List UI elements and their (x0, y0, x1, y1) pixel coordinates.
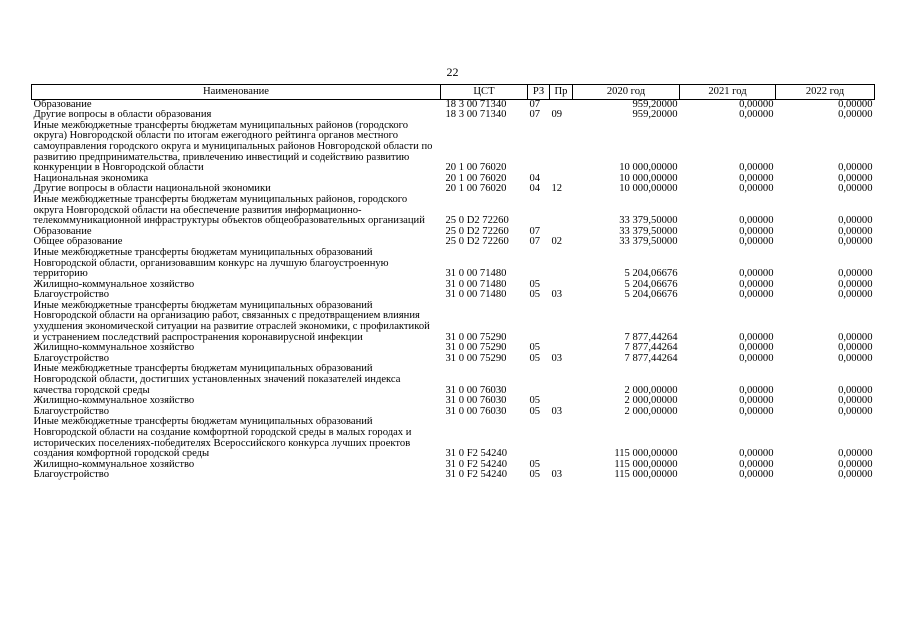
cell-cst: 31 0 00 71480 (445, 290, 507, 301)
header-2022: 2022 год (776, 85, 875, 100)
cell-2020: 115 000,00000 (614, 459, 678, 470)
cell-2020: 2 000,00000 (624, 396, 678, 407)
header-2020: 2020 год (573, 85, 680, 100)
table-row (32, 195, 875, 227)
cell-rz: 05 (529, 343, 541, 354)
cell-2022: 0,00000 (838, 290, 873, 301)
cell-2021: 0,00000 (739, 162, 774, 174)
table-row (32, 290, 875, 301)
table-row (32, 121, 875, 174)
cell-2021: 0,00000 (739, 470, 774, 481)
cell-2022: 0,00000 (838, 237, 873, 248)
cell-2022: 0,00000 (838, 279, 873, 290)
cell-rz (528, 417, 550, 459)
cell-pr (550, 227, 573, 238)
cell-name: Иные межбюджетные трансферты бюджетам муниципальных образований Новгородской области, достигших установленных значений показателей индекса качества городской среды (33, 364, 401, 396)
page-number: 22 (446, 65, 459, 79)
cell-name: Образование (33, 99, 92, 110)
cell-2021: 0,00000 (739, 215, 774, 227)
cell-2020: 115 000,00000 (614, 470, 678, 481)
cell-2021: 0,00000 (739, 353, 774, 364)
budget-table (31, 84, 875, 481)
cell-name: Иные межбюджетные трансферты бюджетам муниципальных образований Новгородской области, организовавшим конкурс на лучшую благоустроенную территорию (33, 247, 389, 280)
cell-rz: 05 (529, 290, 541, 301)
cell-name: Благоустройство (33, 406, 109, 417)
cell-cst: 31 0 00 76030 (445, 406, 507, 417)
cell-2022: 0,00000 (838, 448, 873, 460)
cell-rz: 07 (529, 110, 541, 121)
cell-pr: 03 (551, 290, 563, 301)
table-body (32, 99, 875, 481)
table-header (32, 85, 875, 100)
table-row (32, 184, 875, 195)
cell-2020: 33 379,50000 (619, 237, 678, 248)
cell-rz (528, 195, 550, 227)
cell-2022: 0,00000 (838, 268, 873, 280)
table-row (32, 396, 875, 407)
table-row (32, 280, 875, 291)
cell-2020: 115 000,00000 (614, 448, 678, 460)
cell-2020: 5 204,06676 (624, 279, 678, 290)
cell-cst: 31 0 00 76030 (445, 396, 507, 407)
cell-name: Жилищно-коммунальное хозяйство (33, 396, 195, 407)
cell-name: Другие вопросы в области образования (33, 110, 212, 121)
cell-rz: 07 (529, 226, 541, 237)
table-row (32, 417, 875, 459)
cell-2021: 0,00000 (739, 343, 774, 354)
cell-2021: 0,00000 (739, 331, 774, 343)
cell-cst: 20 1 00 76020 (445, 184, 507, 195)
cell-2022: 0,00000 (838, 110, 873, 121)
cell-pr (550, 280, 573, 291)
cell-name: Жилищно-коммунальное хозяйство (33, 459, 195, 470)
header-2021: 2021 год (680, 85, 776, 100)
cell-rz: 05 (529, 279, 541, 290)
cell-rz: 05 (529, 396, 541, 407)
table-row (32, 248, 875, 280)
table-row (32, 301, 875, 343)
cell-cst: 31 0 00 71480 (445, 268, 507, 280)
cell-rz: 07 (529, 237, 541, 248)
header-row (32, 85, 875, 100)
header-pr: Пр (550, 85, 573, 100)
cell-2021: 0,00000 (739, 184, 774, 195)
cell-pr (550, 396, 573, 407)
cell-2022: 0,00000 (838, 396, 873, 407)
cell-name: Жилищно-коммунальное хозяйство (33, 343, 195, 354)
cell-pr: 12 (551, 184, 563, 195)
cell-2020: 5 204,06676 (624, 290, 678, 301)
cell-2022: 0,00000 (838, 215, 873, 227)
cell-cst: 25 0 D2 72260 (445, 226, 509, 237)
cell-2021: 0,00000 (739, 279, 774, 290)
cell-name: Благоустройство (33, 470, 109, 481)
cell-pr (550, 460, 573, 471)
cell-pr: 09 (551, 110, 563, 121)
cell-pr (550, 417, 573, 459)
cell-rz: 04 (529, 184, 541, 195)
cell-2021: 0,00000 (739, 110, 774, 121)
cell-cst: 25 0 D2 72260 (445, 215, 509, 227)
table-row (32, 460, 875, 471)
cell-cst: 31 0 00 75290 (445, 331, 507, 343)
cell-2020: 2 000,00000 (624, 406, 678, 417)
cell-name: Общее образование (33, 237, 123, 248)
cell-2021: 0,00000 (739, 290, 774, 301)
table-row (32, 364, 875, 396)
cell-pr: 03 (551, 353, 563, 364)
cell-2020: 7 877,44264 (624, 331, 678, 343)
cell-2022: 0,00000 (838, 226, 873, 237)
table-row (32, 237, 875, 248)
cell-rz: 05 (529, 406, 541, 417)
table-row (32, 227, 875, 238)
cell-name: Жилищно-коммунальное хозяйство (33, 279, 195, 290)
cell-cst: 18 3 00 71340 (445, 110, 507, 121)
cell-2020: 5 204,06676 (624, 268, 678, 280)
table-row (32, 110, 875, 121)
cell-2020: 33 379,50000 (619, 226, 678, 237)
cell-pr: 03 (551, 406, 563, 417)
header-rz: РЗ (528, 85, 550, 100)
cell-pr (550, 248, 573, 280)
cell-cst: 31 0 00 76030 (445, 384, 507, 396)
cell-2022: 0,00000 (838, 353, 873, 364)
cell-2020: 33 379,50000 (619, 215, 678, 227)
cell-2020: 959,20000 (632, 110, 678, 121)
cell-pr (550, 343, 573, 354)
cell-2020: 10 000,00000 (619, 162, 678, 174)
cell-cst: 20 1 00 76020 (445, 162, 507, 174)
cell-2020: 10 000,00000 (619, 173, 678, 184)
cell-rz (528, 248, 550, 280)
cell-rz (528, 121, 550, 174)
cell-2022: 0,00000 (838, 470, 873, 481)
cell-2020: 7 877,44264 (624, 353, 678, 364)
table-row (32, 174, 875, 185)
cell-2021: 0,00000 (739, 226, 774, 237)
cell-pr: 02 (551, 237, 563, 248)
cell-name: Иные межбюджетные трансферты бюджетам муниципальных образований Новгородской области на создание комфортной городской среды в малых городах и исторических поселениях-победителях Всероссийского конкурса лучших проектов создания комфортной городской среды (33, 417, 412, 460)
cell-cst: 31 0 00 71480 (445, 279, 507, 290)
cell-2022: 0,00000 (838, 459, 873, 470)
cell-cst: 20 1 00 76020 (445, 173, 507, 184)
cell-rz (528, 364, 550, 396)
cell-name: Другие вопросы в области национальной экономики (33, 184, 271, 195)
cell-2021: 0,00000 (739, 459, 774, 470)
cell-name: Иные межбюджетные трансферты бюджетам муниципальных районов, городского округа Новгородской области на обеспечение развития информационно-телекоммуникационной инфраструктуры объектов общеобразовательных организаций (33, 194, 425, 227)
cell-cst: 31 0 00 75290 (445, 343, 507, 354)
cell-name: Иные межбюджетные трансферты бюджетам муниципальных образований Новгородской области на организацию работ, связанных с предотвращением влияния ухудшения экономической ситуации на развитие отраслей экономики, с профилактикой и устранением последствий распространения коронавирусной инфекции (33, 300, 430, 343)
cell-2021: 0,00000 (739, 268, 774, 280)
cell-cst: 18 3 00 71340 (445, 99, 507, 110)
cell-cst: 31 0 00 75290 (445, 353, 507, 364)
cell-2022: 0,00000 (838, 162, 873, 174)
cell-cst: 25 0 D2 72260 (445, 237, 509, 248)
cell-2022: 0,00000 (838, 384, 873, 396)
cell-2020: 2 000,00000 (624, 384, 678, 396)
cell-pr (550, 99, 573, 110)
cell-2021: 0,00000 (739, 384, 774, 396)
cell-pr (550, 195, 573, 227)
cell-rz (528, 301, 550, 343)
cell-2021: 0,00000 (739, 396, 774, 407)
cell-name: Иные межбюджетные трансферты бюджетам муниципальных районов (городского округа) Новгородской области по итогам ежегодного рейтинга органов местного самоуправления городского округа и муниципальных районов Новгородской области по развитию предпринимательства, привлечению инвестиций и содействию развитию конкуренции в Новгородской области (33, 120, 433, 174)
table-row (32, 407, 875, 418)
cell-2022: 0,00000 (838, 406, 873, 417)
cell-pr (550, 121, 573, 174)
cell-rz: 05 (529, 470, 541, 481)
cell-2022: 0,00000 (838, 343, 873, 354)
table-row (32, 470, 875, 481)
table-row (32, 354, 875, 365)
table-row (32, 99, 875, 110)
cell-2022: 0,00000 (838, 99, 873, 110)
cell-2020: 7 877,44264 (624, 343, 678, 354)
header-cst: ЦСТ (441, 85, 528, 100)
cell-name: Благоустройство (33, 290, 109, 301)
cell-rz: 05 (529, 459, 541, 470)
cell-2021: 0,00000 (739, 173, 774, 184)
cell-2021: 0,00000 (739, 448, 774, 460)
cell-pr (550, 174, 573, 185)
cell-cst: 31 0 F2 54240 (445, 459, 508, 470)
table-row (32, 343, 875, 354)
cell-2020: 10 000,00000 (619, 184, 678, 195)
cell-2021: 0,00000 (739, 99, 774, 110)
cell-2022: 0,00000 (838, 184, 873, 195)
cell-2020: 959,20000 (632, 99, 678, 110)
cell-cst: 31 0 F2 54240 (445, 448, 508, 460)
cell-2022: 0,00000 (838, 173, 873, 184)
cell-pr: 03 (551, 470, 563, 481)
cell-name: Образование (33, 226, 92, 237)
cell-name: Национальная экономика (33, 173, 149, 184)
header-name: Наименование (32, 85, 441, 100)
cell-2022: 0,00000 (838, 331, 873, 343)
cell-rz: 04 (529, 173, 541, 184)
cell-name: Благоустройство (33, 353, 109, 364)
cell-2021: 0,00000 (739, 406, 774, 417)
cell-pr (550, 364, 573, 396)
cell-cst: 31 0 F2 54240 (445, 470, 508, 481)
cell-rz: 05 (529, 353, 541, 364)
cell-pr (550, 301, 573, 343)
cell-2021: 0,00000 (739, 237, 774, 248)
cell-rz: 07 (529, 99, 541, 110)
